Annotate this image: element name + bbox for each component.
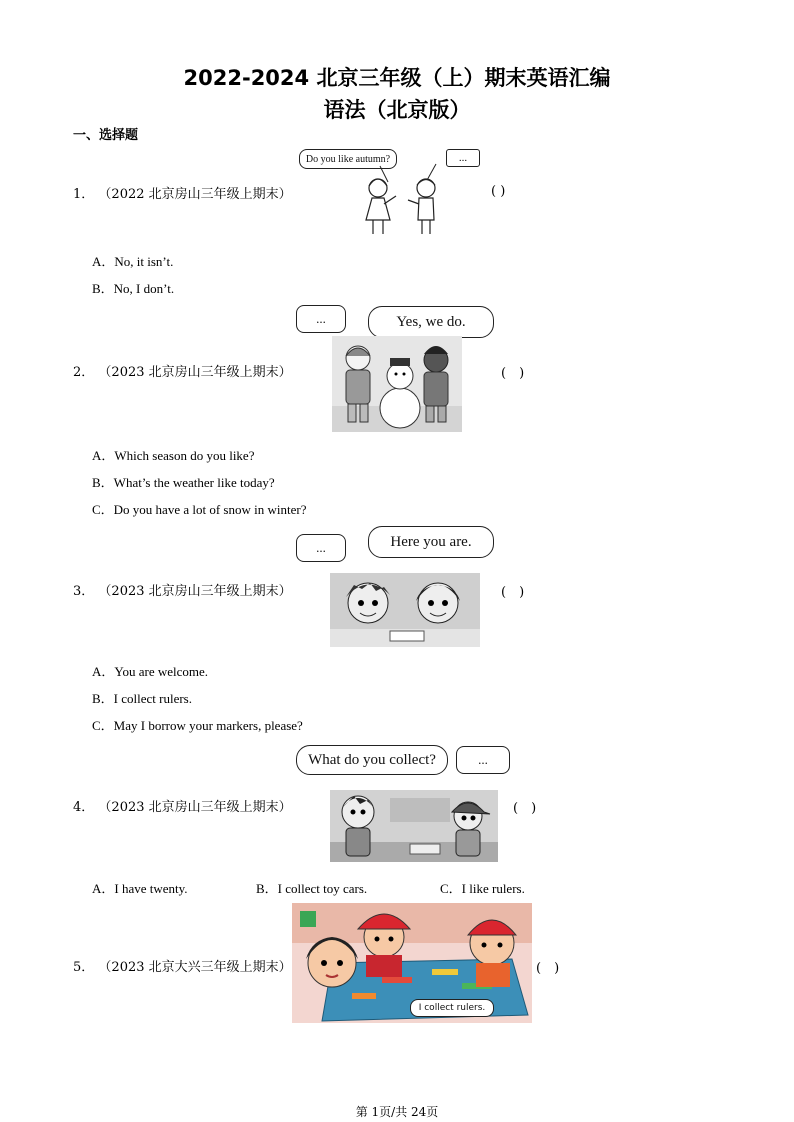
option-b [256, 878, 367, 897]
answer-blank: ( ) [513, 801, 537, 816]
option-text: I have twenty. [114, 881, 188, 896]
question-2 [73, 361, 292, 380]
option-text: I collect rulers. [113, 691, 192, 706]
option-letter: A． [92, 664, 115, 679]
option-letter: B． [92, 281, 114, 296]
option-b [92, 472, 275, 491]
option-b [92, 688, 192, 707]
speech-bubble: What do you collect? [296, 745, 448, 775]
speech-bubble: ... [296, 305, 346, 333]
speech-bubble: Do you like autumn? [299, 149, 397, 169]
option-letter: C． [92, 718, 114, 733]
option-a [92, 251, 173, 270]
question-source: （2023 北京房山三年级上期末） [98, 800, 292, 815]
page-title: 2022-2024 北京三年级（上）期末英语汇编 [183, 66, 611, 90]
snowman-kids-illustration [332, 336, 462, 432]
question-number: 3． [73, 584, 95, 599]
option-text: You are welcome. [114, 664, 209, 679]
option-letter: A． [92, 881, 115, 896]
question-1 [73, 183, 292, 202]
speech-bubble: Yes, we do. [368, 306, 494, 338]
option-text: I like rulers. [461, 881, 525, 896]
kids-borrowing-illustration [330, 573, 480, 647]
option-a [92, 878, 188, 897]
question-number: 2． [73, 365, 95, 380]
option-text: Do you have a lot of snow in winter? [113, 502, 307, 517]
speech-bubble: ... [456, 746, 510, 774]
speech-bubble: ... [446, 149, 480, 167]
question-number: 5． [73, 960, 95, 975]
speech-bubble: ... [296, 534, 346, 562]
option-text: No, it isn’t. [114, 254, 174, 269]
option-letter: B． [92, 475, 114, 490]
kids-collecting-illustration [330, 790, 498, 862]
option-c [440, 878, 525, 897]
option-text: May I borrow your markers, please? [113, 718, 303, 733]
page-number: 第 1页/共 24页 [355, 1105, 439, 1119]
answer-blank: ( ) [501, 585, 525, 600]
option-b [92, 278, 174, 297]
speech-bubble: Here you are. [368, 526, 494, 558]
question-3 [73, 580, 292, 599]
answer-blank: ( ) [491, 184, 506, 199]
option-text: No, I don’t. [113, 281, 175, 296]
answer-blank: ( ) [536, 961, 560, 976]
question-source: （2023 北京大兴三年级上期末） [98, 960, 292, 975]
option-letter: C． [440, 881, 462, 896]
answer-blank: ( ) [501, 366, 525, 381]
question-number: 1． [73, 187, 95, 202]
section-heading: 一、选择题 [73, 128, 139, 143]
option-text: Which season do you like? [114, 448, 255, 463]
option-a [92, 445, 254, 464]
page-subtitle: 语法（北京版） [323, 98, 471, 122]
option-text: I collect toy cars. [277, 881, 368, 896]
option-c [92, 715, 303, 734]
option-a [92, 661, 208, 680]
speech-bubble: I collect rulers. [410, 999, 494, 1017]
option-letter: A． [92, 254, 115, 269]
option-letter: B． [92, 691, 114, 706]
question-source: （2023 北京房山三年级上期末） [98, 365, 292, 380]
question-number: 4． [73, 800, 95, 815]
question-source: （2023 北京房山三年级上期末） [98, 584, 292, 599]
option-c [92, 499, 306, 518]
question-5 [73, 956, 292, 975]
question-source: （2022 北京房山三年级上期末） [98, 187, 292, 202]
option-letter: A． [92, 448, 115, 463]
option-letter: B． [256, 881, 278, 896]
option-letter: C． [92, 502, 114, 517]
kids-talking-illustration [340, 160, 460, 238]
question-4 [73, 796, 292, 815]
option-text: What’s the weather like today? [113, 475, 275, 490]
